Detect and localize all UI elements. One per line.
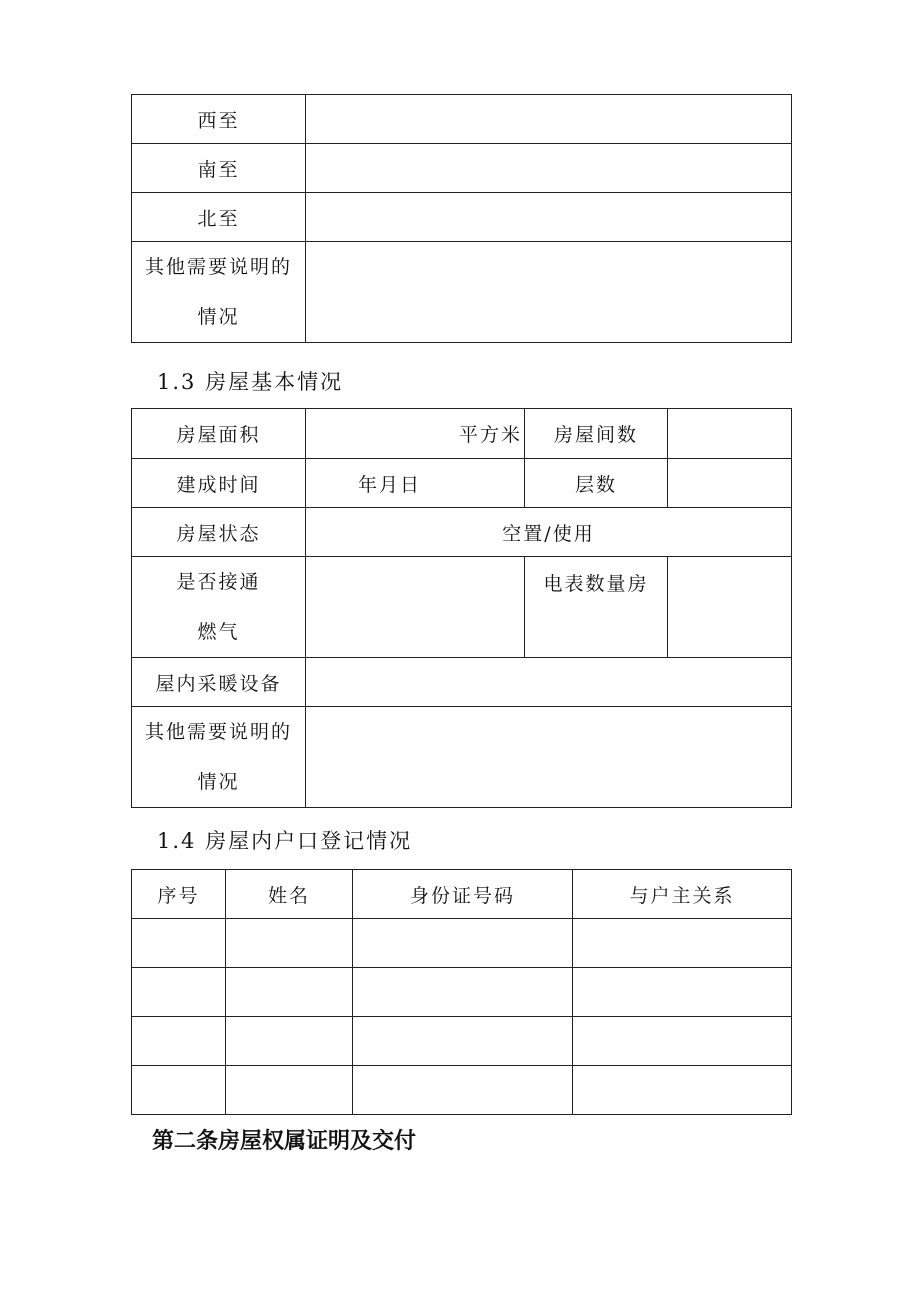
table-cell[interactable]: [226, 1017, 353, 1066]
table-row: [132, 193, 792, 242]
table-cell[interactable]: [132, 1017, 226, 1066]
article-2-title: 第二条房屋权属证明及交付: [152, 1129, 417, 1154]
built-time-label: 建成时间: [132, 459, 306, 508]
table-cell[interactable]: [132, 919, 226, 968]
table-row: [132, 508, 792, 557]
table-row: [132, 919, 792, 968]
table-cell[interactable]: [573, 968, 792, 1017]
house-other-field[interactable]: [306, 707, 792, 808]
table-cell[interactable]: [132, 968, 226, 1017]
column-header: 序号: [132, 870, 226, 919]
house-status-field[interactable]: 空置/使用: [306, 508, 792, 557]
section-1-4-title: 1.4 房屋内户口登记情况: [157, 829, 413, 853]
north-boundary-label: 北至: [132, 193, 306, 242]
table-cell[interactable]: [353, 1066, 573, 1115]
table-row: [132, 242, 792, 343]
area-field[interactable]: [306, 409, 525, 459]
table-cell[interactable]: [573, 1066, 792, 1115]
house-other-label-line1: 其他需要说明的: [144, 721, 292, 743]
boundary-other-field[interactable]: [306, 242, 792, 343]
table-row: [132, 1017, 792, 1066]
south-boundary-field[interactable]: [306, 144, 792, 193]
gas-label-line2: 燃气: [197, 621, 240, 643]
area-label: 房屋面积: [132, 409, 306, 459]
table-cell[interactable]: [353, 1017, 573, 1066]
section-1-3-title: 1.3 房屋基本情况: [157, 370, 344, 394]
boundary-other-label-line1: 其他需要说明的: [144, 256, 292, 278]
column-header: 姓名: [226, 870, 353, 919]
table-row: [132, 144, 792, 193]
area-unit: 平方米: [458, 424, 522, 446]
table-row: [132, 95, 792, 144]
floors-label: 层数: [525, 459, 668, 508]
gas-connected-field[interactable]: [306, 557, 525, 658]
boundaries-table: [131, 94, 792, 343]
table-cell[interactable]: [226, 1066, 353, 1115]
rooms-field[interactable]: [668, 409, 792, 459]
table-cell[interactable]: [226, 968, 353, 1017]
table-header-row: [132, 870, 792, 919]
house-other-label: [132, 707, 306, 808]
table-cell[interactable]: [226, 919, 353, 968]
table-cell[interactable]: [573, 919, 792, 968]
gas-label-line1: 是否接通: [176, 571, 261, 593]
house-status-label: 房屋状态: [132, 508, 306, 557]
heating-equipment-field[interactable]: [306, 658, 792, 707]
north-boundary-field[interactable]: [306, 193, 792, 242]
built-time-date: 年月日: [358, 473, 422, 496]
heating-equipment-label: 屋内采暖设备: [132, 658, 306, 707]
boundary-other-label-line2: 情况: [197, 306, 240, 328]
table-cell[interactable]: [353, 968, 573, 1017]
table-row: [132, 707, 792, 808]
west-boundary-label: 西至: [132, 95, 306, 144]
boundary-other-label: [132, 242, 306, 343]
table-cell[interactable]: [353, 919, 573, 968]
table-cell[interactable]: [132, 1066, 226, 1115]
table-cell[interactable]: [573, 1017, 792, 1066]
table-row: [132, 409, 792, 459]
household-table: [131, 869, 792, 1115]
column-header: 与户主关系: [573, 870, 792, 919]
built-time-field[interactable]: [306, 459, 525, 508]
rooms-label: 房屋间数: [525, 409, 668, 459]
table-row: [132, 658, 792, 707]
table-row: [132, 459, 792, 508]
table-row: [132, 1066, 792, 1115]
house-basics-table: [131, 408, 792, 808]
gas-connected-label: [132, 557, 306, 658]
table-row: [132, 968, 792, 1017]
floors-field[interactable]: [668, 459, 792, 508]
south-boundary-label: 南至: [132, 144, 306, 193]
table-row: [132, 557, 792, 658]
meter-count-field[interactable]: [668, 557, 792, 658]
west-boundary-field[interactable]: [306, 95, 792, 144]
house-other-label-line2: 情况: [197, 771, 240, 793]
column-header: 身份证号码: [353, 870, 573, 919]
meter-count-label: 电表数量房: [525, 557, 668, 658]
